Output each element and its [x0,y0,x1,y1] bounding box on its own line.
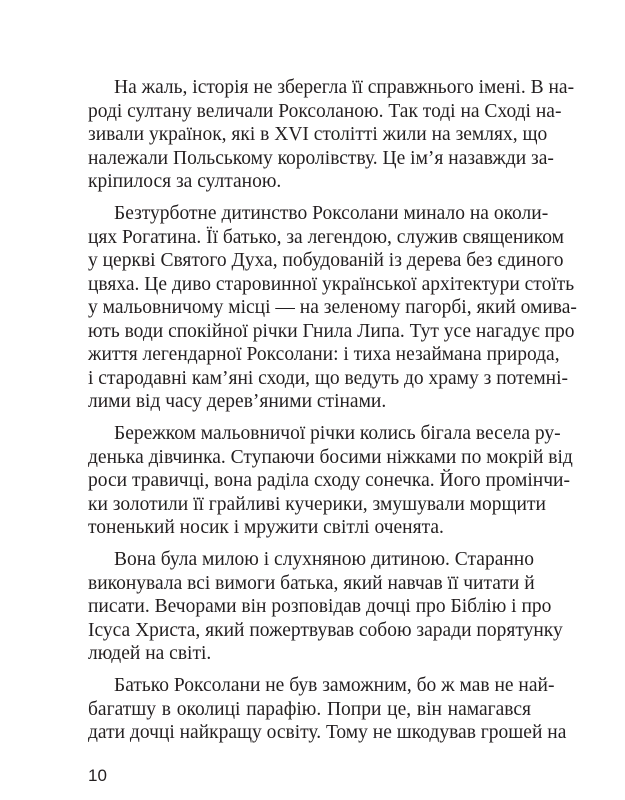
text-line: роді султану величали Роксоланою. Так тоді на Сході на- [88,100,562,122]
text-line: цвяха. Це диво старовинної української архітектури стоїть [88,273,575,295]
text-line: тоненький носик і мружити світлі оченята. [88,517,444,538]
text-line: лими від часу дерев’яними стінами. [88,391,387,412]
paragraph [88,674,567,745]
text-line: і стародавні кам’яні сходи, що ведуть до храму з потемні- [88,367,569,389]
paragraph [88,422,573,540]
text-line: Ісуса Христа, який пожертвував собою заради порятунку [88,619,563,641]
text-line: життя легендарної Роксолани: і тиха незаймана природа, [88,344,560,365]
text-line: На жаль, історія не зберегла її справжнього імені. В на- [114,77,575,98]
text-line: Безтурботне дитинство Роксолани минало на околи- [114,203,549,224]
text-line: цях Рогатина. Її батько, за легендою, служив священиком [88,226,564,248]
text-line: ки золотили її грайливі кучерики, змушували морщити [88,493,546,515]
paragraph [88,76,575,194]
text-line: денька дівчинка. Ступаючи босими ніжками по мокрій від [88,446,573,468]
text-line: у мальовничому місці — на зеленому пагорбі, який омива- [88,297,577,318]
text-line: дати дочці найкращу освіту. Тому не шкодував грошей на [88,722,567,743]
paragraph [88,548,563,666]
page-number: 10 [88,766,107,785]
text-line: Вона була милою і слухняною дитиною. Старанно [114,549,534,570]
body-text [88,76,577,745]
text-line: людей на світі. [88,643,212,664]
text-line: писати. Вечорами він розповідав дочці про Біблію і про [88,596,552,617]
text-line: ють води спокійної річки Гнила Липа. Тут усе нагадує про [88,320,575,342]
text-line: багатшу в околиці парафію. Попри це, він намагався [88,698,531,720]
text-line: у церкві Святого Духа, побудованій із дерева без єдиного [88,250,564,271]
text-line: Бережком мальовничої річки колись бігала весела ру- [114,423,561,444]
paragraph [88,202,577,414]
text-line: зивали українок, які в XVI столітті жили на землях, що [88,124,548,145]
text-line: належали Польському королівству. Це ім’я назавжди за- [88,147,554,169]
text-line: кріпилося за султаною. [88,171,282,192]
text-line: виконувала всі вимоги батька, який навчав її читати й [88,572,535,594]
text-line: роси травичці, вона раділа сходу сонечка. Його промінчи- [88,470,570,491]
text-line: Батько Роксолани не був заможним, бо ж мав не най- [114,675,555,696]
